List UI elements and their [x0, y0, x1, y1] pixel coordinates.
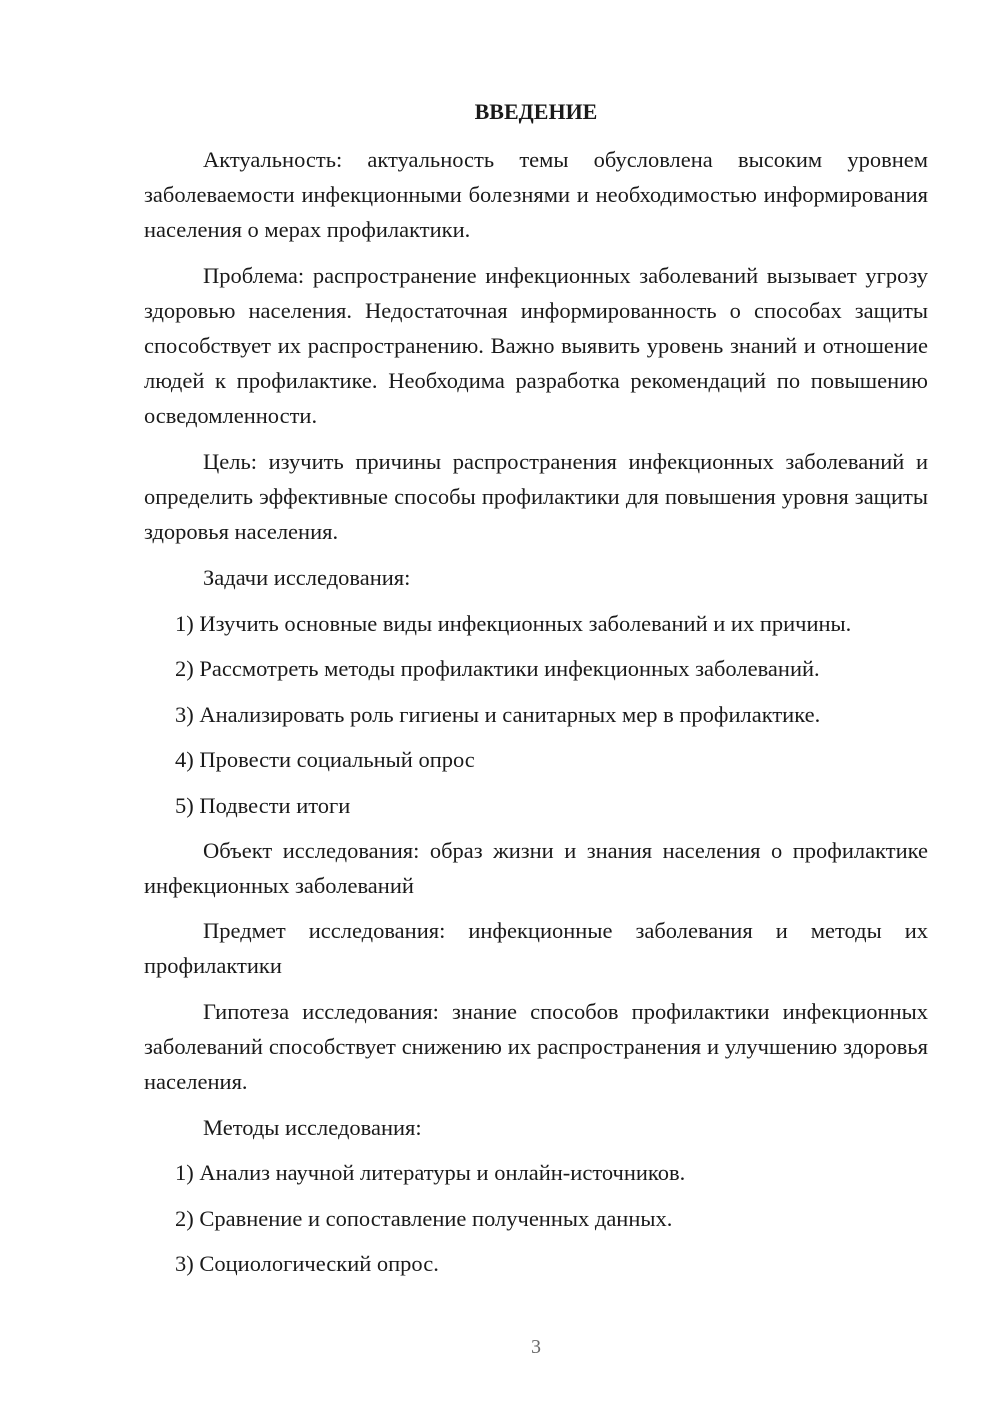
task-item-4: 4) Провести социальный опрос [175, 747, 475, 772]
subject-paragraph: Предмет исследования: инфекционные заболевания и методы их профилактики [144, 918, 928, 978]
task-item-1: 1) Изучить основные виды инфекционных заболеваний и их причины. [175, 611, 852, 636]
method-item-3: 3) Социологический опрос. [175, 1251, 439, 1276]
task-item-3: 3) Анализировать роль гигиены и санитарных мер в профилактике. [175, 702, 821, 727]
tasks-heading: Задачи исследования: [203, 565, 411, 590]
method-item-2: 2) Сравнение и сопоставление полученных данных. [175, 1206, 673, 1231]
methods-heading: Методы исследования: [203, 1115, 422, 1140]
relevance-paragraph: Актуальность: актуальность темы обусловлена высоким уровнем заболеваемости инфекционными болезнями и необходимостью информирования населения о мерах профилактики. [144, 147, 928, 242]
document-page [144, 0, 928, 1414]
method-item-1: 1) Анализ научной литературы и онлайн-источников. [175, 1160, 686, 1185]
task-item-5: 5) Подвести итоги [175, 793, 351, 818]
hypothesis-paragraph: Гипотеза исследования: знание способов профилактики инфекционных заболеваний способствует снижению их распространения и улучшению здоровья населения. [144, 999, 928, 1094]
goal-paragraph: Цель: изучить причины распространения инфекционных заболеваний и определить эффективные способы профилактики для повышения уровня защиты здоровья населения. [144, 449, 928, 544]
task-item-2: 2) Рассмотреть методы профилактики инфекционных заболеваний. [175, 656, 820, 681]
page-number: 3 [531, 1336, 541, 1358]
problem-paragraph: Проблема: распространение инфекционных заболеваний вызывает угрозу здоровью населения. Недостаточная информированность о способах защиты способствует их распространению. Важно выявить уровень знаний и отношение людей к профилактике. Необходима разработка рекомендаций по повышению осведомленности. [144, 263, 928, 428]
page-title: ВВЕДЕНИЕ [474, 99, 598, 124]
object-paragraph: Объект исследования: образ жизни и знания населения о профилактике инфекционных заболеваний [144, 838, 928, 898]
